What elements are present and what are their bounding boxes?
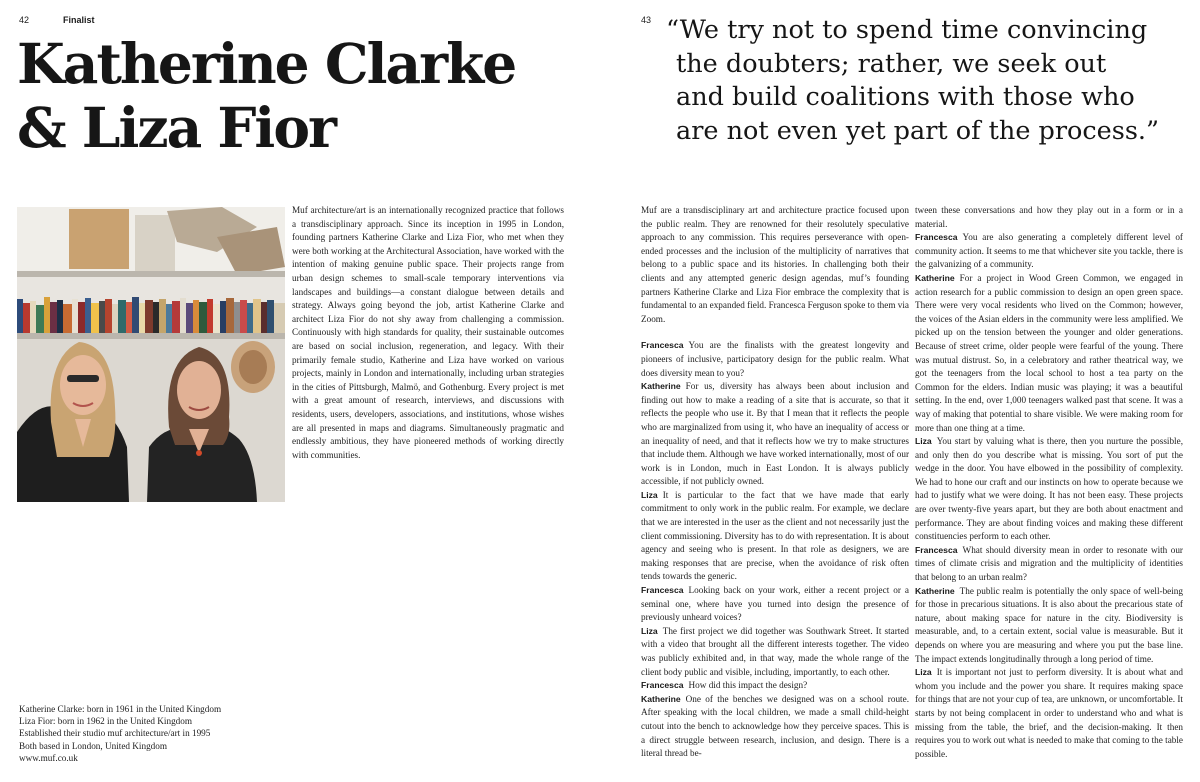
intro-paragraph: Muf architecture/art is an internationally recognized practice that follows a transdisciplinary approach. Since its inception in 1995 in London, founding partners Katherine Clarke and Liza Fior, who met when they were both working at the Architectural Association, have worked with the intention of making genuine public space. Their projects range from urban design schemes to small-scale temporary interventions via landscapes and buildings—a constant dialogue between details and strategy. Always going beyond the job, artist Katherine Clarke and architect Liza Fior do not shy away from challenging a commission. Continuously with high standards for quality, their sustainable outcomes are based on social inclusion, regeneration, and legacy. With their primarily female studio, Katherine and Liza have worked on various projects, mainly in London and internationally, including urban strategies in the cities of Pittsburgh, Malmö, and Gothenburg. Every project is met with a great amount of research, interviews, and discussions with residents, users, developers, associations, and institutions, whose wishes are all presented in maps and diagrams. Simultaneously pragmatic and endlessly ambitious, they have pioneered methods of working directly with communities. <box>292 205 564 460</box>
speaker-label: Katherine <box>641 381 681 392</box>
interview-turn <box>915 231 1183 272</box>
bio-block <box>19 703 289 764</box>
turn-text: It is particular to the fact that we have made that early commitment to only work in the public realm. For example, we declare that we are interested in the user as the client and not necessarily just the client commissioning. Diversity has to do with representation. It is about agency and seeing who is present. In that role as designers, we are making responses that are precise, when the avoidance of risk often tends towards the generic. <box>641 489 909 582</box>
interview-turn <box>915 544 1183 585</box>
interview-turn <box>915 666 1183 761</box>
interview-turn <box>641 339 909 380</box>
page-number-left: 42 <box>19 15 30 25</box>
interview-column-left <box>641 204 909 761</box>
turn-text: The public realm is potentially the only space of well-being for those in precarious situations. It is also about the precarious state of nature, about making space for nature in the city. Biodiversity is measurable, and, to a certain extent, social value is measurable. But it depends on where you are measuring and where you put the base line. The impact extends longitudinally through a long period of time. <box>915 585 1183 664</box>
turn-text: You are the finalists with the greatest longevity and pioneers of inclusive, participatory design for the public realm. What does diversity mean to you? <box>641 340 909 378</box>
bio-line-liza: Liza Fior: born in 1962 in the United Kingdom <box>19 716 193 727</box>
turn-text: Looking back on your work, either a recent project or a seminal one, where have you turned into design the presence of previously unheard voices? <box>641 585 909 623</box>
section-label: Finalist <box>63 15 95 25</box>
interview-turn <box>641 679 909 693</box>
quote-line-1: “We try not to spend time convincing <box>666 15 1148 45</box>
turn-text: It is important not just to perform diversity. It is about what and whom you include and the power you share. It requires making space for things that are not your cup of tea, are unknown, or uncomfortable. It starts by not being complacent in order to understand who and what is missing from the table, the brief, and the decision-making. It then requires you to work out what is needed to make that coming to the table possible. <box>915 667 1183 759</box>
interview-lead: Muf are a transdisciplinary art and architecture practice focused upon the public realm. They are renowned for their resolutely speculative approach to any commission. This requires perseverance with open-ended processes and the inclusion of the multiplicity of narratives that belong to a public space and its histories. In challenging both their clients and any attempted generic design agendas, muf’s founding partners Katherine Clarke and Liza Fior embrace the complexity that is fundamental to an expanded field. Francesca Ferguson spoke to them via Zoom. <box>641 205 909 324</box>
turn-text: You are also generating a completely different level of community action. It seems to me that whichever site you tackle, there is the galvanizing of a community. <box>915 232 1183 270</box>
pull-quote <box>666 14 1186 148</box>
interview-turn <box>915 272 1183 435</box>
bio-line-location: Both based in London, United Kingdom <box>19 740 168 751</box>
interview-turn <box>641 584 909 625</box>
quote-line-4: are not even yet part of the process.” <box>676 115 1160 146</box>
speaker-label: Francesca <box>641 585 684 596</box>
speaker-label: Katherine <box>915 272 955 283</box>
speaker-label: Francesca <box>915 544 958 555</box>
speaker-label: Katherine <box>915 585 955 596</box>
website-link[interactable]: www.muf.co.uk <box>19 752 78 763</box>
intro-text <box>292 204 564 468</box>
title-line-2: & Liza Fior <box>17 95 335 160</box>
speaker-label: Francesca <box>915 232 958 243</box>
interview-turn <box>641 380 909 489</box>
interview-turn <box>641 489 909 584</box>
bio-line-katherine: Katherine Clarke: born in 1961 in the United Kingdom <box>19 704 222 714</box>
turn-text: What should diversity mean in order to resonate with our times of climate crisis and migration and the multiplicity of identities that belong to an urban realm? <box>915 544 1183 583</box>
speaker-label: Francesca <box>641 680 684 691</box>
quote-line-3: and build coalitions with those who <box>676 82 1135 112</box>
quote-line-2: the doubters; rather, we seek out <box>676 48 1107 79</box>
bio-line-studio: Established their studio muf architecture/art in 1995 <box>19 728 211 739</box>
turn-text: For a project in Wood Green Common, we engaged in action research for a public commission to design an open green space. There were very vocal residents who lived on the Common; however, the voices of the Asian elders in the community were less amplified. We picked up on the tension between the younger and older generations. Because of street crime, older people were fearful of the young. There was mutual distrust. So, in a celebratory and rather theatrical way, we got the teenagers from the local school to host a tea party on the Common for the elders. Indian music was playing; it was a beautiful setting. In the end, over 1,000 teenagers walked past that scene. It was a way of making that potential to share visible. We were making room for more than one thing at a time. <box>915 272 1183 433</box>
turn-text: How did this impact the design? <box>688 680 808 691</box>
speaker-label: Liza <box>915 667 932 678</box>
turn-text: The first project we did together was Southwark Street. It started with a video that brought all the different interests together. The video was publicly exhibited and, in that way, made the whole range of the client body public and visible, including, importantly, to each other. <box>641 625 909 677</box>
interview-column-right <box>915 204 1183 761</box>
page-number-right: 43 <box>641 15 652 25</box>
interview-turn <box>641 625 909 679</box>
turn-text: You start by valuing what is there, then you nurture the possible, and only then do you describe what is missing. You sort of put the wedge in the door. You have elbowed in the possibility of complexity. We had to hone our craft and our instincts on how to operate because we had to justify what we were doing. It has not been easy. These projects are over twenty-five years apart, but they are both about enactment and performance. They are about finding voices and making these different constituencies perform to each other. <box>915 436 1183 542</box>
interview-turn <box>915 435 1183 544</box>
interview-turn <box>915 585 1183 667</box>
title-line-1: Katherine Clarke <box>17 31 516 96</box>
speaker-label: Liza <box>641 489 658 500</box>
speaker-label: Liza <box>641 625 658 636</box>
interview-continuation: tween these conversations and how they play out in a form or in a material. <box>915 205 1183 229</box>
interview-turn <box>641 693 909 761</box>
turn-text: One of the benches we designed was on a school route. After speaking with the local children, we made a small child-height cutout into the bench to acknowledge how they perceive spaces. This is a direct struggle between research, inclusion, and design. There is a literal thread be- <box>641 693 909 759</box>
turn-text: For us, diversity has always been about inclusion and finding out how to make a reading of a site that is accurate, so that it reflects the people who use it. By that I mean that it reflects the people who are marginalized from using it, who have an inequality of access or an inequality of need, and that it reflects how we try to make structures that include them. Although we have worked internationally, most of our work is in London, much in East London. It is always publicly accessible, if not publicly owned. <box>641 381 909 487</box>
portrait-photo <box>17 207 285 502</box>
speaker-label: Katherine <box>641 693 681 704</box>
speaker-label: Liza <box>915 436 932 447</box>
speaker-label: Francesca <box>641 340 684 351</box>
